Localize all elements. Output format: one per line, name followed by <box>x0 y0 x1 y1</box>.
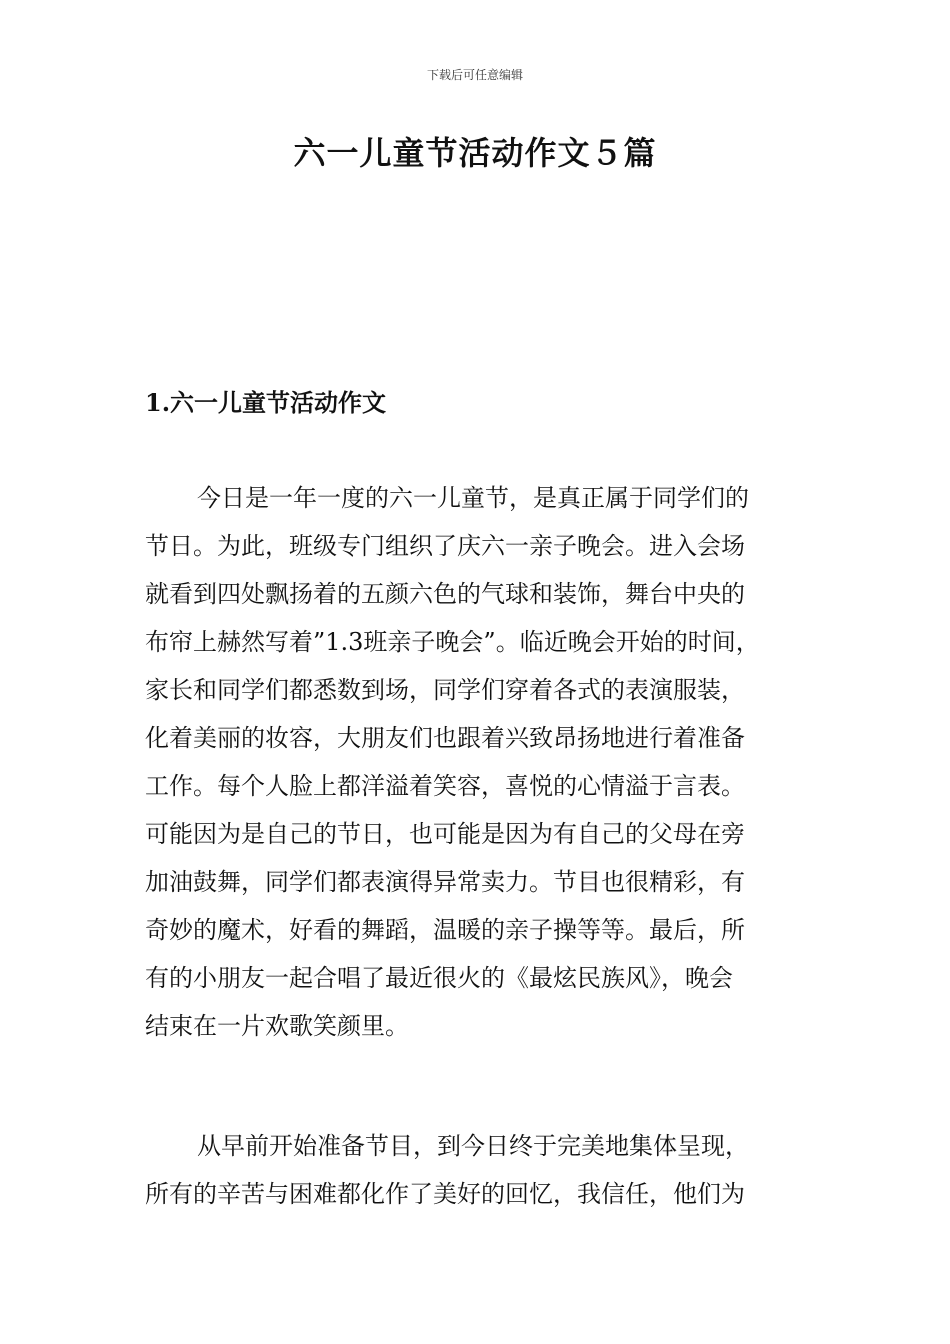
paragraph <box>145 1122 825 1218</box>
paragraph <box>145 474 825 1050</box>
paragraph-line: 化着美丽的妆容，大朋友们也跟着兴致昂扬地进行着准备 <box>145 724 745 752</box>
paragraph-line: 加油鼓舞，同学们都表演得异常卖力。节目也很精彩，有 <box>145 868 745 896</box>
header-note: 下载后可任意编辑 <box>426 68 523 82</box>
section-heading: 1.六一儿童节活动作文 <box>145 388 387 417</box>
paragraph-line: 可能因为是自己的节日，也可能是因为有自己的父母在旁 <box>145 820 745 848</box>
paragraph-line: 节日。为此，班级专门组织了庆六一亲子晚会。进入会场 <box>145 532 745 560</box>
paragraph-line: 所有的辛苦与困难都化作了美好的回忆，我信任，他们为 <box>145 1180 745 1208</box>
paragraph-line: 从早前开始准备节目，到今日终于完美地集体呈现， <box>197 1132 749 1160</box>
paragraph-line: 工作。每个人脸上都洋溢着笑容，喜悦的心情溢于言表。 <box>145 772 745 800</box>
paragraph-line: 布帘上赫然写着”1.3班亲子晚会”。临近晚会开始的时间， <box>145 628 760 656</box>
paragraph-line: 有的小朋友一起合唱了最近很火的《最炫民族风》，晚会 <box>145 964 733 992</box>
paragraph-line: 家长和同学们都悉数到场，同学们穿着各式的表演服装， <box>145 676 745 704</box>
paragraph-line: 就看到四处飘扬着的五颜六色的气球和装饰，舞台中央的 <box>145 580 745 608</box>
paragraph-line: 今日是一年一度的六一儿童节，是真正属于同学们的 <box>197 484 749 512</box>
paragraph-line: 结束在一片欢歌笑颜里。 <box>145 1012 409 1040</box>
document-title: 六一儿童节活动作文５篇 <box>293 134 657 172</box>
paragraph-line: 奇妙的魔术，好看的舞蹈，温暖的亲子操等等。最后，所 <box>145 916 745 944</box>
